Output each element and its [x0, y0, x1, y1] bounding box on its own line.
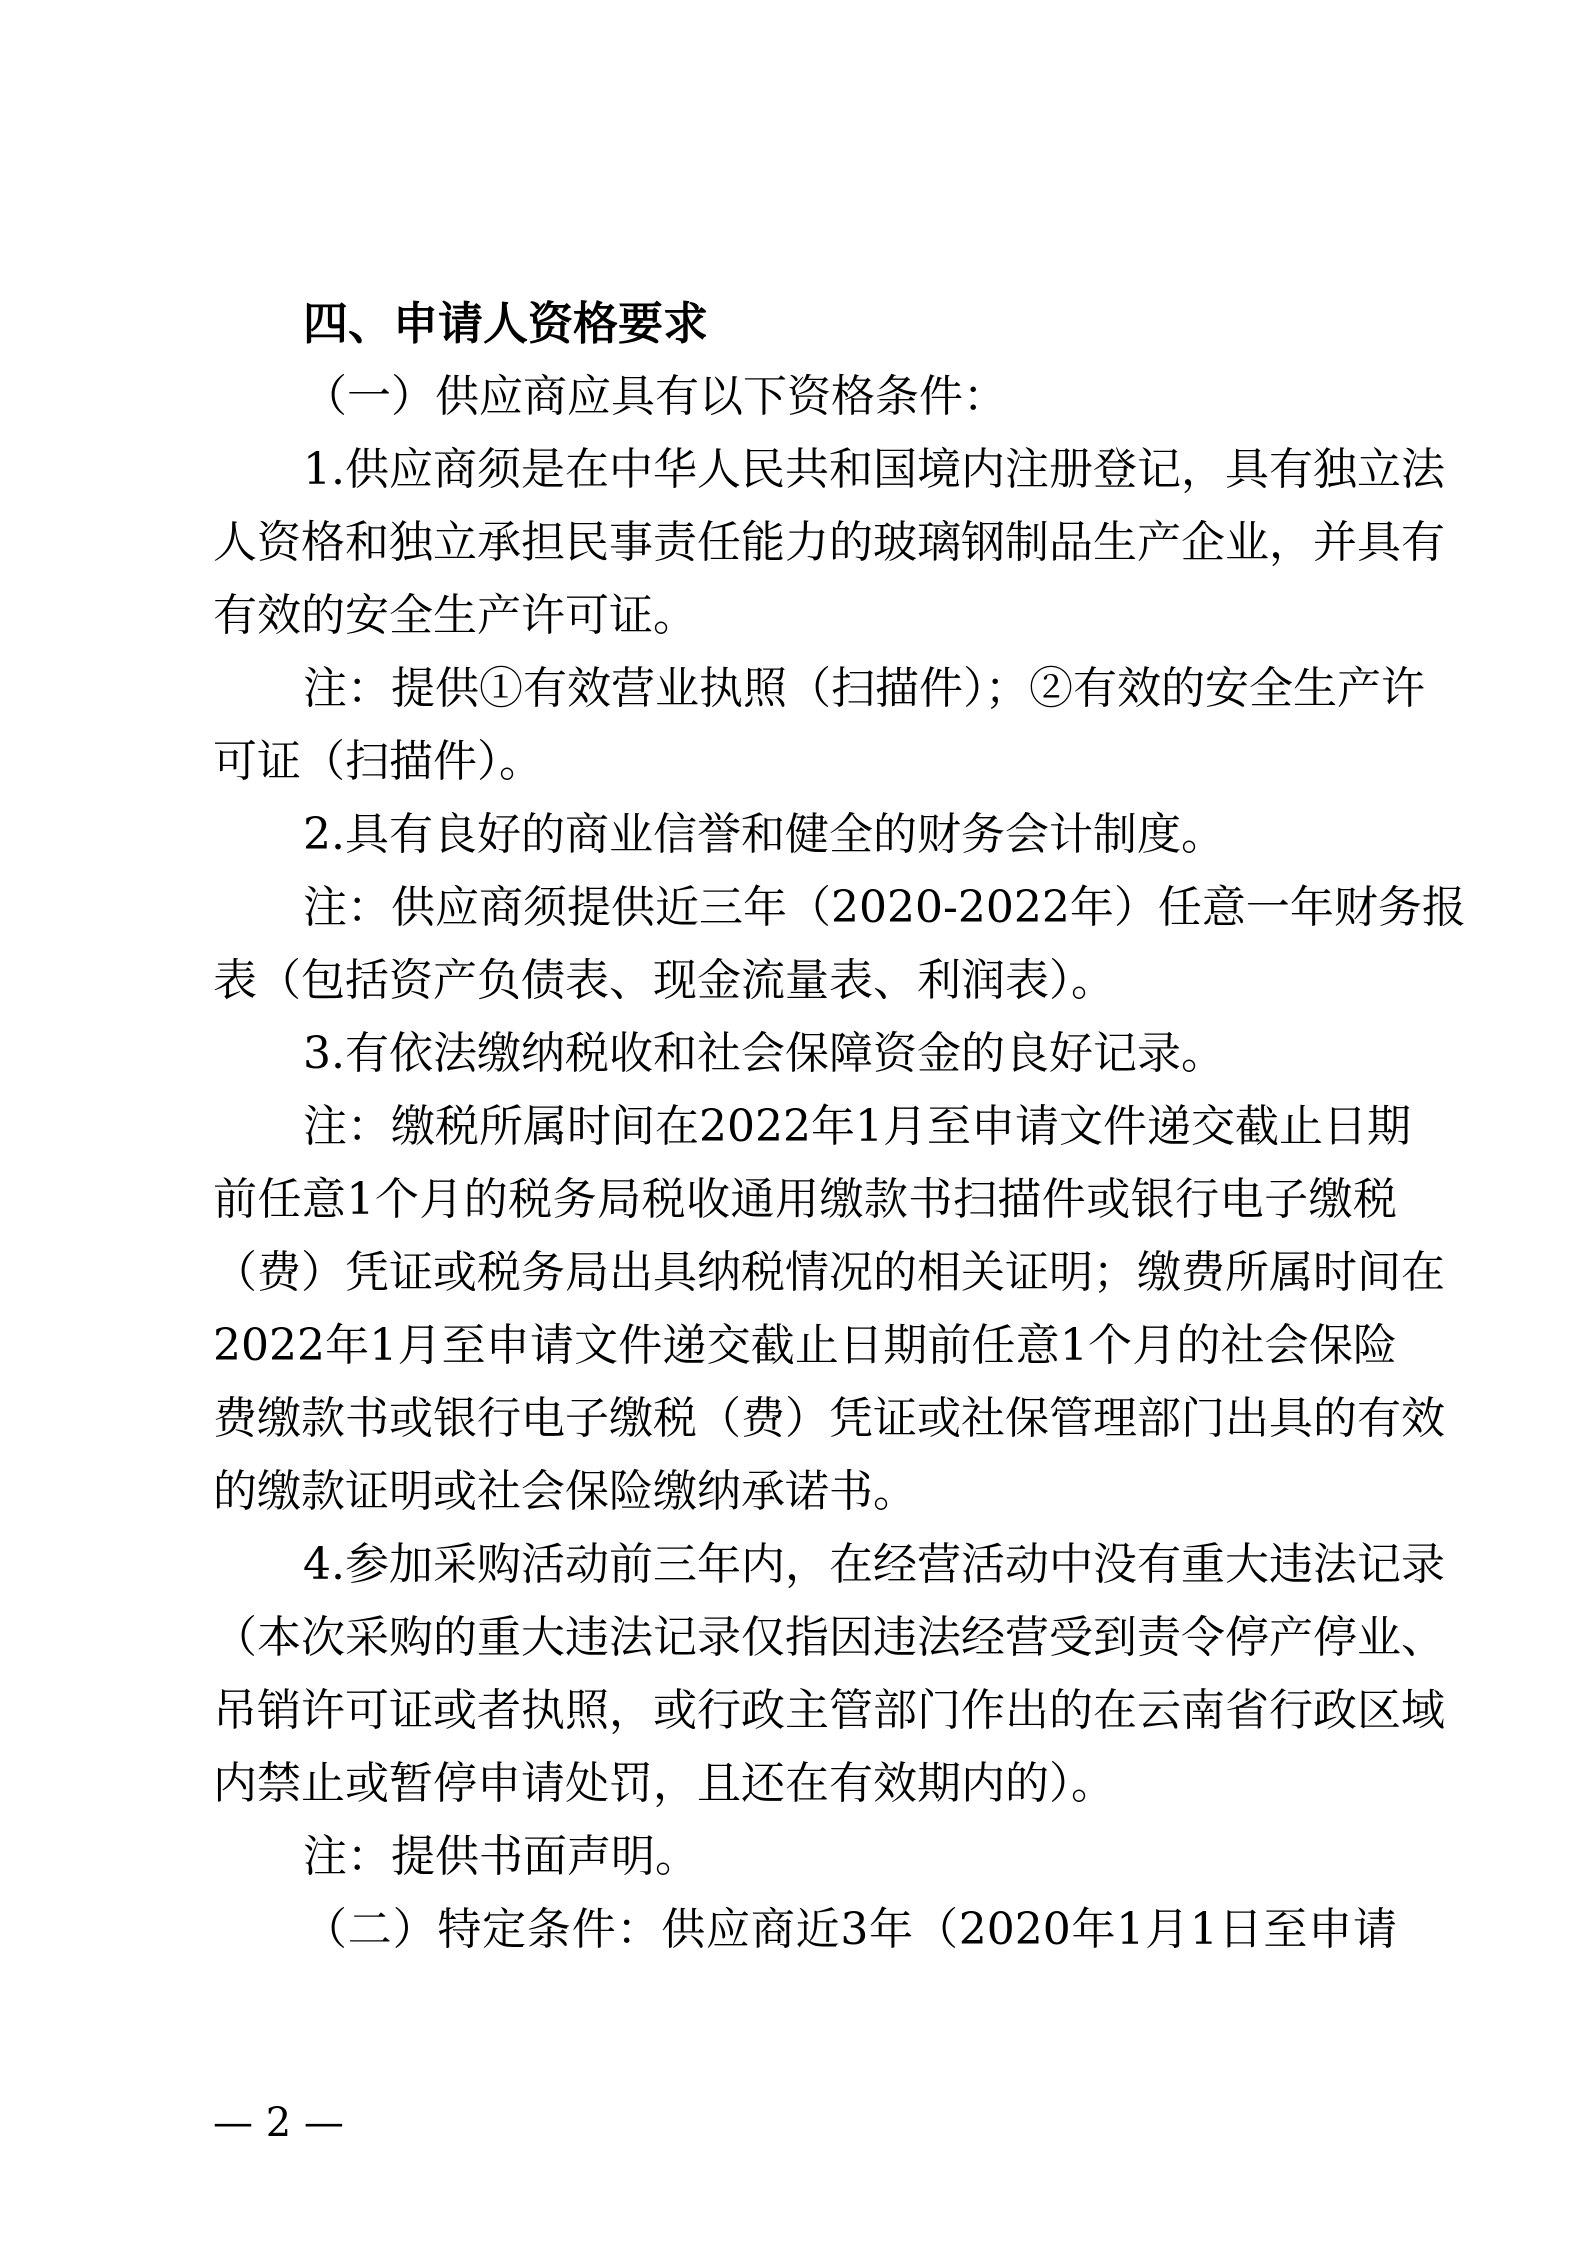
text-line: 的缴款证明或社会保险缴纳承诺书。 — [213, 1466, 917, 1517]
text-line: 内禁止或暂停申请处罚，且还在有效期内的）。 — [213, 1758, 1115, 1809]
text-line: （本次采购的重大违法记录仅指因违法经营受到责令停产停业、 — [213, 1612, 1445, 1663]
page-number: — 2 — — [213, 2100, 344, 2146]
text-line: 表（包括资产负债表、现金流量表、利润表）。 — [213, 955, 1115, 1006]
text-line: 2.具有良好的商业信誉和健全的财务会计制度。 — [303, 809, 1225, 860]
text-line: 可证（扫描件）。 — [213, 736, 543, 787]
text-line: 有效的安全生产许可证。 — [213, 590, 697, 641]
text-line: 前任意1个月的税务局税收通用缴款书扫描件或银行电子缴税 — [213, 1174, 1397, 1225]
text-line: 注：缴税所属时间在2022年1月至申请文件递交截止日期 — [303, 1101, 1411, 1152]
text-line: 4.参加采购活动前三年内，在经营活动中没有重大违法记录 — [303, 1539, 1445, 1590]
paragraph-lines — [213, 433, 1466, 1966]
text-line: 3.有依法缴纳税收和社会保障资金的良好记录。 — [303, 1028, 1225, 1079]
text-line: 2022年1月至申请文件递交截止日期前任意1个月的社会保险 — [213, 1320, 1397, 1371]
text-line: 注：供应商须提供近三年（2020-2022年）任意一年财务报 — [303, 882, 1466, 933]
subsection-title: （一）供应商应具有以下资格条件： — [303, 371, 1007, 422]
text-line: 注：提供①有效营业执照（扫描件）；②有效的安全生产许 — [303, 663, 1425, 714]
document-body — [213, 287, 1466, 1966]
section-heading: 四、申请人资格要求 — [303, 297, 709, 350]
text-line: 费缴款书或银行电子缴税（费）凭证或社保管理部门出具的有效 — [213, 1393, 1445, 1444]
text-line: （二）特定条件：供应商近3年（2020年1月1日至申请 — [303, 1904, 1397, 1955]
text-line: 注：提供书面声明。 — [303, 1831, 699, 1882]
text-line: （费）凭证或税务局出具纳税情况的相关证明；缴费所属时间在 — [213, 1247, 1445, 1298]
text-line: 1.供应商须是在中华人民共和国境内注册登记，具有独立法 — [303, 444, 1445, 495]
text-line: 吊销许可证或者执照，或行政主管部门作出的在云南省行政区域 — [213, 1685, 1445, 1736]
text-line: 人资格和独立承担民事责任能力的玻璃钢制品生产企业，并具有 — [213, 517, 1445, 568]
